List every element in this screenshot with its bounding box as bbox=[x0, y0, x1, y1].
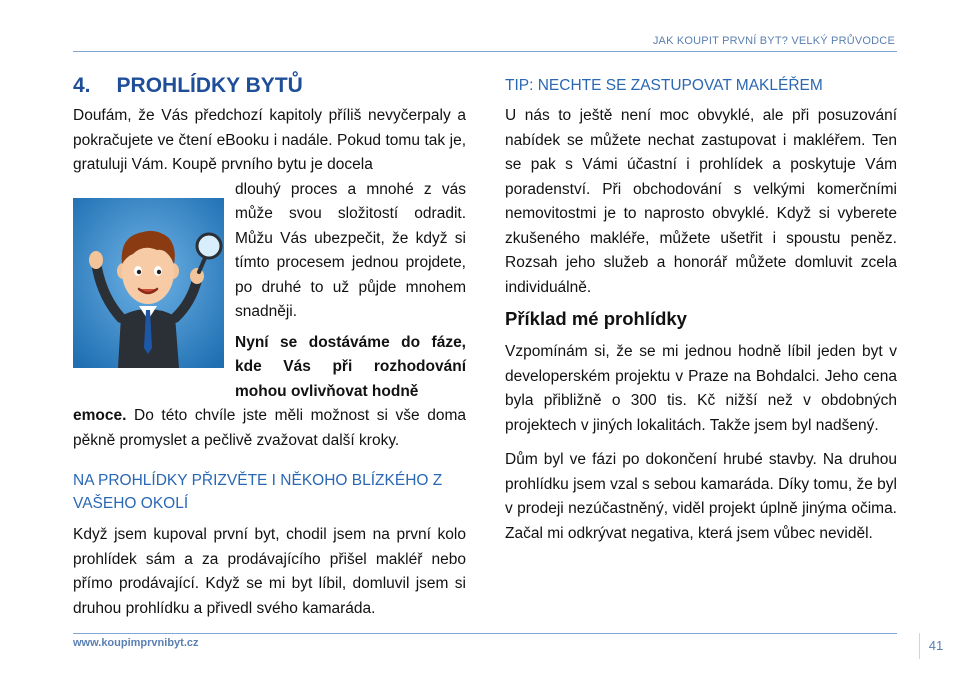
left-column bbox=[73, 68, 466, 621]
tip-heading: TIP: NECHTE SE ZASTUPOVAT MAKLÉŘEM bbox=[505, 77, 823, 94]
section-paragraph: Když jsem kupoval první byt, chodil jsem na první kolo prohlídek sám a za prodávajícího přišel makléř nebo přímo prodávající. Když se mi byt líbil, domluvil jsem si druhou prohlídku a přivedl svého kamaráda. bbox=[73, 526, 466, 617]
emphasis-text: Nyní se dostáváme do fáze, kde Vás při rozhodování mohou ovlivňovat hodně bbox=[235, 333, 466, 400]
example-paragraph-1: Vzpomínám si, že se mi jednou hodně líbil jeden byt v developerském projektu v Praze na Bohdalci. Jeho cena byla přibližně o 300 tis. Kč nižší než v obdobných projektech v jiných lokalitách. Takže jsem byl nadšený. bbox=[505, 343, 897, 434]
illustrated-paragraph bbox=[73, 178, 466, 405]
tip-paragraph: U nás to ještě není moc obvyklé, ale při posuzování nabídek se můžete nechat zastupovat i makléřem. Ten se pak s Vámi účastní i prohlídek a poskytuje Vám poradenství. Při obchodování s velkými komerčními nemovitostmi je to naprosto obvyklé. Když si vyberete zkušeného makléře, můžete ušetřit i spoustu peněz. Rozsah jeho služeb a honorář můžete domluvit zcela individuálně. bbox=[505, 107, 897, 296]
section-subheading: NA PROHLÍDKY PŘIZVĚTE I NĚKOHO BLÍZKÉHO Z VAŠEHO OKOLÍ bbox=[73, 472, 443, 512]
right-column bbox=[505, 68, 897, 546]
footer-url-link[interactable]: www.koupimprvnibyt.cz bbox=[73, 637, 199, 649]
page-header bbox=[73, 34, 897, 52]
chapter-heading bbox=[73, 74, 466, 98]
emotions-word: emoce. bbox=[73, 407, 127, 424]
header-title: JAK KOUPIT PRVNÍ BYT? VELKÝ PRŮVODCE bbox=[652, 35, 895, 47]
wrap-text bbox=[235, 178, 466, 405]
chapter-title: PROHLÍDKY BYTŮ bbox=[116, 74, 303, 97]
chapter-number: 4. bbox=[73, 74, 91, 97]
emphasis-wrapper bbox=[235, 331, 466, 405]
page-number-box bbox=[919, 633, 951, 659]
businessman-magnifier-icon bbox=[73, 198, 224, 368]
intro-paragraph: Doufám, že Vás předchozí kapitoly příliš nevyčerpaly a pokračujete ve čtení eBooku i nadále. Pokud tomu tak je, gratuluji Vám. Koupě prvního bytu je docela bbox=[73, 107, 466, 173]
wrap-normal-text: dlouhý proces a mnohé z vás může svou složitostí odradit. Můžu Vás ubezpečit, že když si tímto procesem jednou projdete, po druhé to už půjde mnohem snadněji. bbox=[235, 180, 466, 320]
footer-divider bbox=[73, 633, 897, 634]
emotions-text: Do této chvíle jste měli možnost si vše doma pěkně promyslet a pečlivě zvažovat další kroky. bbox=[73, 407, 466, 449]
emotions-paragraph bbox=[73, 404, 466, 453]
example-paragraph-2: Dům byl ve fázi po dokončení hrubé stavby. Na druhou prohlídku jsem vzal s sebou kamaráda. Díky tomu, že byl v prodeji nezúčastněný, viděl projekt úplně jinýma očima. Začal mi odkrývat negativa, která jsem vůbec neviděl. bbox=[505, 451, 897, 542]
page-number: 41 bbox=[928, 638, 944, 653]
example-heading: Příklad mé prohlídky bbox=[505, 308, 687, 329]
